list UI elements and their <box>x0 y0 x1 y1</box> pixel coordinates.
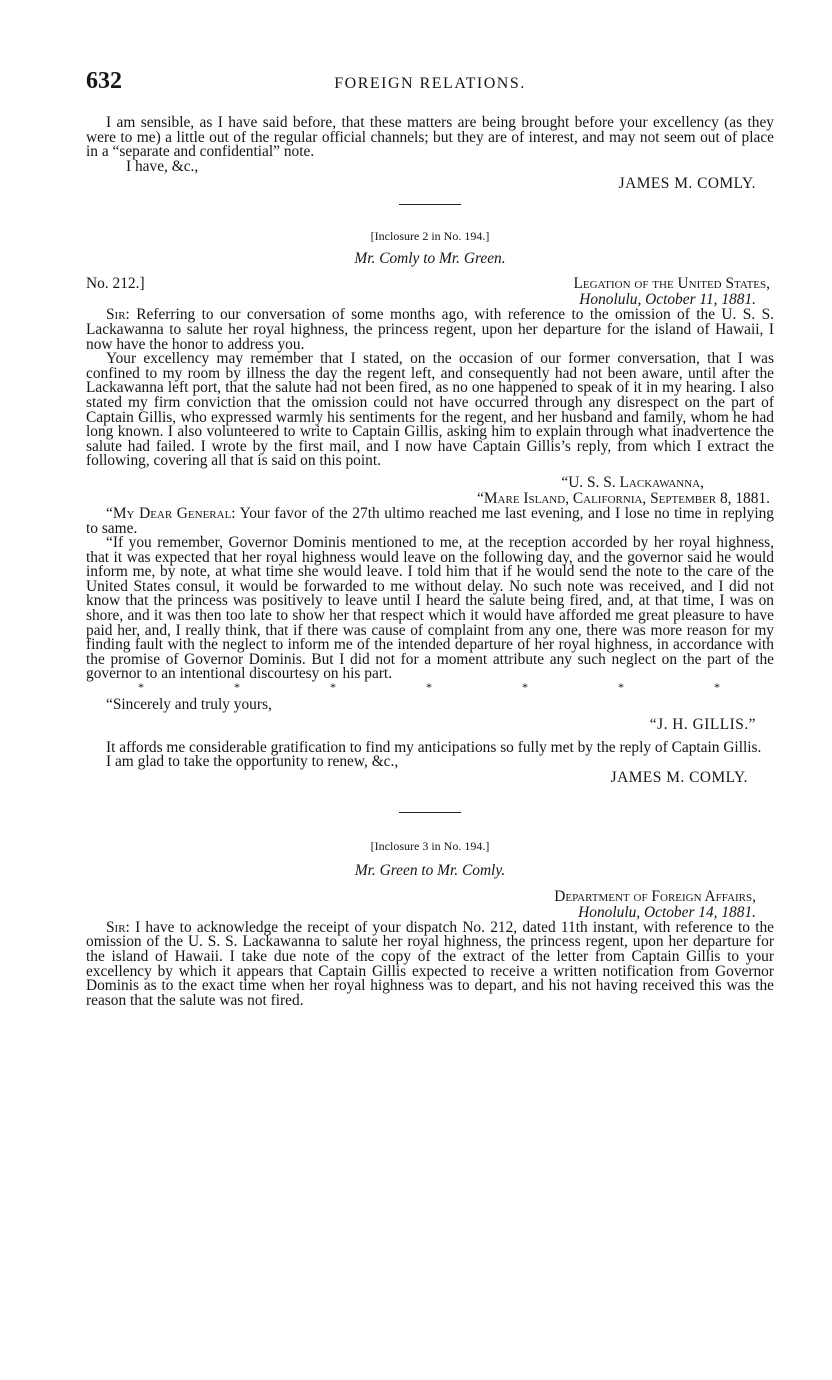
inclosure2-heading-row <box>86 275 774 292</box>
quote-place-date: “Mare Island, California, September 8, 1881. <box>477 489 770 507</box>
inclosure3-p1: Sir: I have to acknowledge the receipt of your dispatch No. 212, dated 11th instant, with reference to the omission of the U. S. S. Lackawanna to salute her royal highness, the princess regent, upon her departure for the island of Hawaii. I take due note of the copy of the extract of the letter from Captain Gillis to your excellency by which it appears that Captain Gillis expected to receive a written notification from Governor Dominis as to the exact time when her royal highness was to depart, and his not having received this was the reason that the salute was not fired. <box>86 918 774 1009</box>
running-title: FOREIGN RELATIONS. <box>334 75 526 92</box>
letter1-closing: I have, &c., <box>126 157 199 175</box>
omission-stars: * * * * * * * <box>138 680 720 695</box>
inclosure2-p3: It affords me considerable gratification to find my anticipations so fully met by the reply of Captain Gillis. <box>106 738 762 756</box>
quote-p1: “My Dear General: Your favor of the 27th ultimo reached me last evening, and I lose no time in replying to same. <box>86 504 774 537</box>
page-number: 632 <box>86 68 122 94</box>
quote-ship: “U. S. S. Lackawanna, <box>561 473 704 491</box>
inclosure2-p1: Sir: Referring to our conversation of some months ago, with reference to the omission of the U. S. S. Lackawanna to salute her royal highness, the princess regent, upon her departure for the island of Hawaii, I now have the honor to address you. <box>86 306 774 353</box>
inclosure2-place-date: Honolulu, October 11, 1881. <box>579 291 756 309</box>
quote-closing: “Sincerely and truly yours, <box>106 696 272 714</box>
inclosure2-p2: Your excellency may remember that I stated, on the occasion of our former conversation, that I was confined to my room by illness the day the regent left, and consequently had not been aware, until after the Lackawanna left port, that the salute had not been fired, as no one happened to speak of it in my hearing. I also stated my firm conviction that the omission could not have occurred through any disrespect on the part of Captain Gillis, who expressed warmly his sentiments for the regent, and her husband and family, whom he had long known. I also volunteered to write to Captain Gillis, asking him to explain through what inadvertence the salute had failed. I wrote by the first mail, and I now have Captain Gillis’s reply, from which I extract the following, covering all that is said on this point. <box>86 350 774 470</box>
letter1-signature: JAMES M. COMLY. <box>618 175 756 193</box>
inclosure3-label: [Inclosure 3 in No. 194.] <box>370 838 490 853</box>
inclosure2-signature: JAMES M. COMLY. <box>610 768 748 786</box>
dispatch-number: No. 212.] <box>86 275 145 293</box>
quote-salutation: “My Dear General: <box>106 504 236 522</box>
inclosure2-p4: I am glad to take the opportunity to renew, &c., <box>106 753 399 771</box>
inclosure3-title: Mr. Green to Mr. Comly. <box>354 861 506 879</box>
quote-signature: “J. H. GILLIS.” <box>649 715 756 733</box>
inclosure2-title: Mr. Comly to Mr. Green. <box>354 250 506 268</box>
document-page <box>86 68 774 1008</box>
legation-name: Legation of the United States, <box>573 275 770 293</box>
page-header <box>86 68 774 102</box>
letter1-paragraph: I am sensible, as I have said before, that these matters are being brought before your excellency (as they were to me) a little out of the regular official channels; but they are of interest, and may not seem out of place in a “separate and confidential” note. <box>86 114 774 161</box>
salutation: Sir: <box>106 918 130 936</box>
inclosure3-place-date: Honolulu, October 14, 1881. <box>578 903 756 921</box>
department-name: Department of Foreign Affairs, <box>554 887 756 905</box>
salutation: Sir: <box>106 306 130 324</box>
inclosure2-label: [Inclosure 2 in No. 194.] <box>370 229 490 244</box>
quote-p2: “If you remember, Governor Dominis mentioned to me, at the reception accorded by her royal highness, that it was expected that her royal highness would leave on the following day, and the governor said he would inform me, by note, at what time she would leave. I told him that if he would send the note to the care of the United States consul, it would be forwarded to me without delay. No such note was received, and I did not know that the princess was positively to leave until I heard the salute being fired, and, at that time, I was on shore, and it was then too late to show her that respect which it would have afforded me great pleasure to have paid her, and, I really think, that if there was cause of complaint from any one, there was more reason for my finding fault with the neglect to inform me of the intended departure of her royal highness, in accordance with the promise of Governor Dominis. But I did not for a moment attribute any such neglect on the part of the governor to an intentional discourtesy on his part. <box>86 534 774 683</box>
